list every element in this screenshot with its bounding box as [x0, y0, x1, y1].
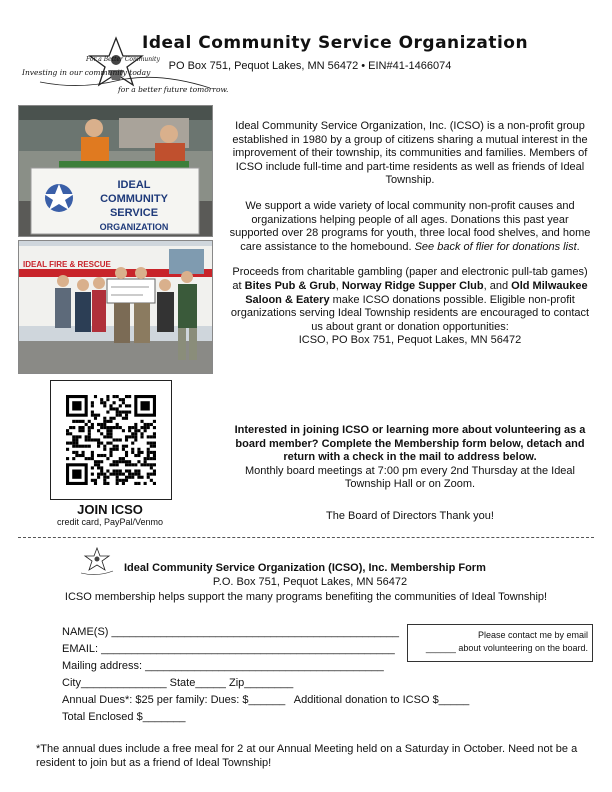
intro-paragraph-1: Ideal Community Service Organization, Inc. (ICSO) is a non-profit group established in 1980 by a group of citizens sharing a mutual interest in the improvement of their township, its communities and families. Members of ICSO include full-time and part-time residents as well as friends of Ideal Township.	[232, 120, 588, 187]
intro-p3-a: Proceeds from charitable gambling (paper and electronic pull-tab games) at	[232, 266, 588, 292]
footnote: *The annual dues include a free meal for 2 at our Annual Meeting held on a Saturday in October. Need not be a resident to join but as a friend of Ideal Township!	[36, 743, 578, 769]
intro-p3-sep1: ,	[335, 279, 342, 292]
email-field[interactable]: EMAIL: ________________________________________________	[62, 643, 395, 655]
venue-old-milwaukee: Old Milwaukee Saloon & Eatery	[245, 279, 588, 306]
meeting-schedule: Monthly board meetings at 7:00 pm every 2nd Thursday at the Ideal Township Hall or on Zoom.	[245, 464, 575, 491]
tagline-right: for a better future tomorrow.	[118, 85, 229, 94]
page-title: Ideal Community Service Organization	[142, 33, 529, 53]
city-state-zip-field[interactable]: City______________ State_____ Zip________	[62, 677, 294, 689]
intro-p3-c: make ICSO donations possible. Eligible non-profit organizations serving Ideal Township residents are encouraged to contact us about grant or donation opportunities:	[230, 293, 590, 333]
form-address: P.O. Box 751, Pequot Lakes, MN 56472	[212, 576, 408, 588]
small-star-logo	[78, 545, 116, 579]
truck-text: IDEAL FIRE & RESCUE	[23, 260, 111, 269]
form-subtitle: ICSO membership helps support the many programs benefiting the communities of Ideal Township!	[64, 591, 548, 603]
banner-line-3: SERVICE	[109, 207, 159, 219]
icso-address: ICSO, PO Box 751, Pequot Lakes, MN 56472	[298, 334, 522, 347]
intro-paragraph-3	[228, 266, 592, 348]
intro-p2-end: .	[576, 240, 580, 253]
mailing-address-field[interactable]: Mailing address: _______________________________________	[62, 660, 384, 672]
payment-methods: credit card, PayPal/Venmo	[56, 517, 164, 527]
volunteer-bold-text: Interested in joining ICSO or learning more about volunteering as a board member? Complete the Membership form below, detach and return with a check in the mail to address below.	[234, 424, 586, 464]
donations-list-note: See back of flier for donations list	[414, 240, 577, 253]
join-icso-label: JOIN ICSO	[77, 502, 143, 517]
banner-photo	[18, 105, 213, 237]
logo-text: For a Better Community	[86, 56, 160, 63]
thank-you-text: The Board of Directors Thank you!	[326, 510, 494, 522]
form-title: Ideal Community Service Organization (ICSO), Inc. Membership Form	[124, 562, 486, 574]
contact-line-2[interactable]: ______ about volunteering on the board.	[425, 643, 588, 653]
intro-text	[228, 120, 592, 360]
check-photo-art	[19, 241, 212, 373]
name-field[interactable]: NAME(S) _______________________________________________	[62, 626, 400, 638]
banner-line-2: COMMUNITY	[100, 193, 168, 205]
header-address: PO Box 751, Pequot Lakes, MN 56472 • EIN#41-1466074	[168, 60, 452, 72]
venue-bites: Bites Pub & Grub	[244, 279, 336, 292]
intro-p3-sep2: , and	[483, 279, 512, 292]
dues-field[interactable]: Annual Dues*: $25 per family: Dues: $______ Additional donation to ICSO $_____	[62, 694, 470, 706]
cut-line	[18, 537, 594, 538]
tagline-left: Investing in our community today	[22, 68, 151, 77]
banner-line-4: ORGANIZATION	[99, 222, 169, 232]
intro-p2-text: We support a wide variety of local community non-profit causes and organizations helping people of all ages. Donations this past year supported over 28 programs for youth, three local food shelves, and home care assistance to the homebound.	[229, 199, 591, 253]
contact-line-1: Please contact me by email	[477, 630, 588, 640]
qr-code-icon[interactable]	[66, 395, 156, 485]
venue-norway-ridge: Norway Ridge Supper Club	[341, 279, 484, 292]
total-enclosed-field[interactable]: Total Enclosed $_______	[62, 711, 186, 723]
volunteer-contact-box[interactable]	[407, 624, 593, 662]
intro-paragraph-2	[228, 200, 592, 254]
volunteer-text	[228, 424, 592, 492]
banner-photo-art	[19, 106, 212, 236]
qr-code-frame[interactable]	[50, 380, 172, 500]
banner-line-1: IDEAL	[117, 179, 151, 191]
check-presentation-photo	[18, 240, 213, 374]
